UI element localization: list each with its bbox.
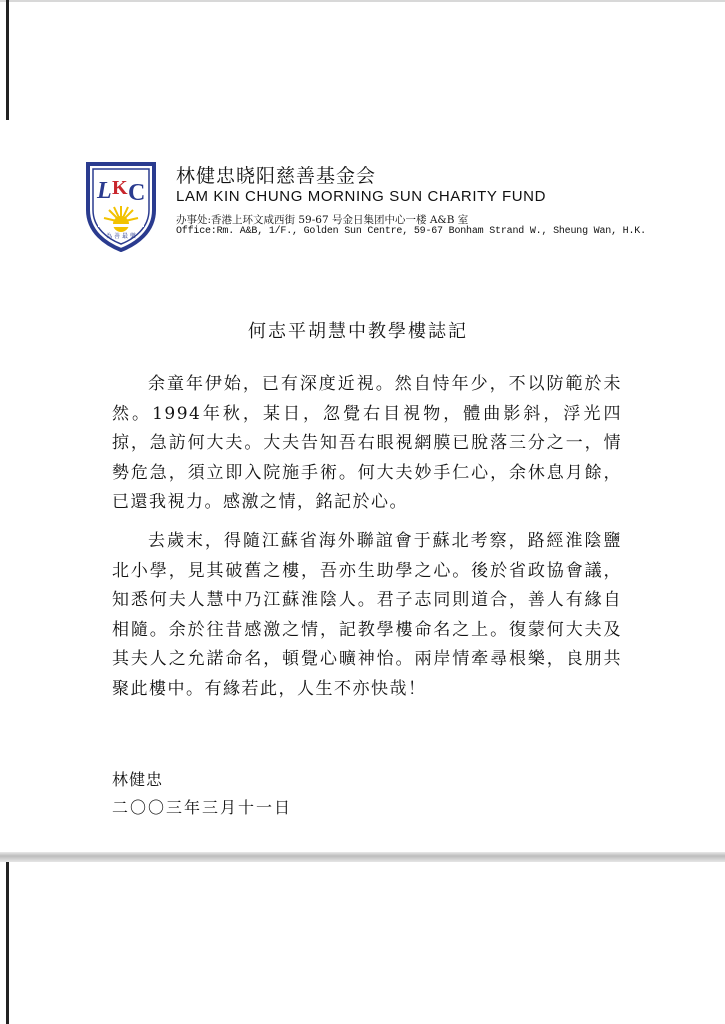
- office-address-chinese: 办事处:香港上环文咸西街 59-67 号金日集团中心一楼 A&B 室: [176, 214, 469, 226]
- scan-border-left: [6, 0, 9, 120]
- charity-logo-shield: [84, 160, 158, 252]
- document-title: 何志平胡慧中教學樓誌記: [248, 321, 468, 342]
- signature-name: 林健忠: [112, 770, 164, 789]
- office-address-english: Office:Rm. A&B, 1/F., Golden Sun Centre, 59-67 Bonham Strand W., Sheung Wan, H.K.: [176, 226, 646, 237]
- svg-text:為 善 最 樂: 為 善 最 樂: [106, 233, 136, 240]
- page-separator: [0, 852, 725, 862]
- paragraph-1: 余童年伊始，已有深度近視。然自恃年少，不以防範於未然。1994年秋，某日，忽覺右目視物，體曲影斜，浮光四掠，急訪何大夫。大夫告知吾右眼視網膜已脫落三分之一，情勢危急，須立即入院施手術。何大夫妙手仁心，余休息月餘，已還我視力。感激之情，銘記於心。: [112, 374, 622, 512]
- fund-name-chinese: 林健忠晓阳慈善基金会: [176, 165, 377, 187]
- paragraph-2: 去歲末，得隨江蘇省海外聯誼會于蘇北考察，路經淮陰鹽北小學，見其破舊之樓，吾亦生助學之心。後於省政協會議，知悉何夫人慧中乃江蘇淮陰人。君子志同則道合，善人有緣自相隨。余於往昔感激之情，記教學樓命名之上。復蒙何大夫及其夫人之允諾命名，頓覺心曠神怡。兩岸情牽尋根樂，良朋共聚此樓中。有緣若此，人生不亦快哉！: [112, 531, 622, 699]
- scan-border-top: [0, 0, 725, 2]
- document-date: 二〇〇三年三月十一日: [112, 798, 293, 817]
- svg-text:L: L: [97, 178, 112, 204]
- svg-text:C: C: [128, 180, 146, 206]
- logo-lettering: [84, 160, 158, 252]
- scan-border-left-lower: [6, 862, 9, 1024]
- fund-name-english: LAM KIN CHUNG MORNING SUN CHARITY FUND: [176, 188, 547, 205]
- svg-text:K: K: [112, 177, 128, 199]
